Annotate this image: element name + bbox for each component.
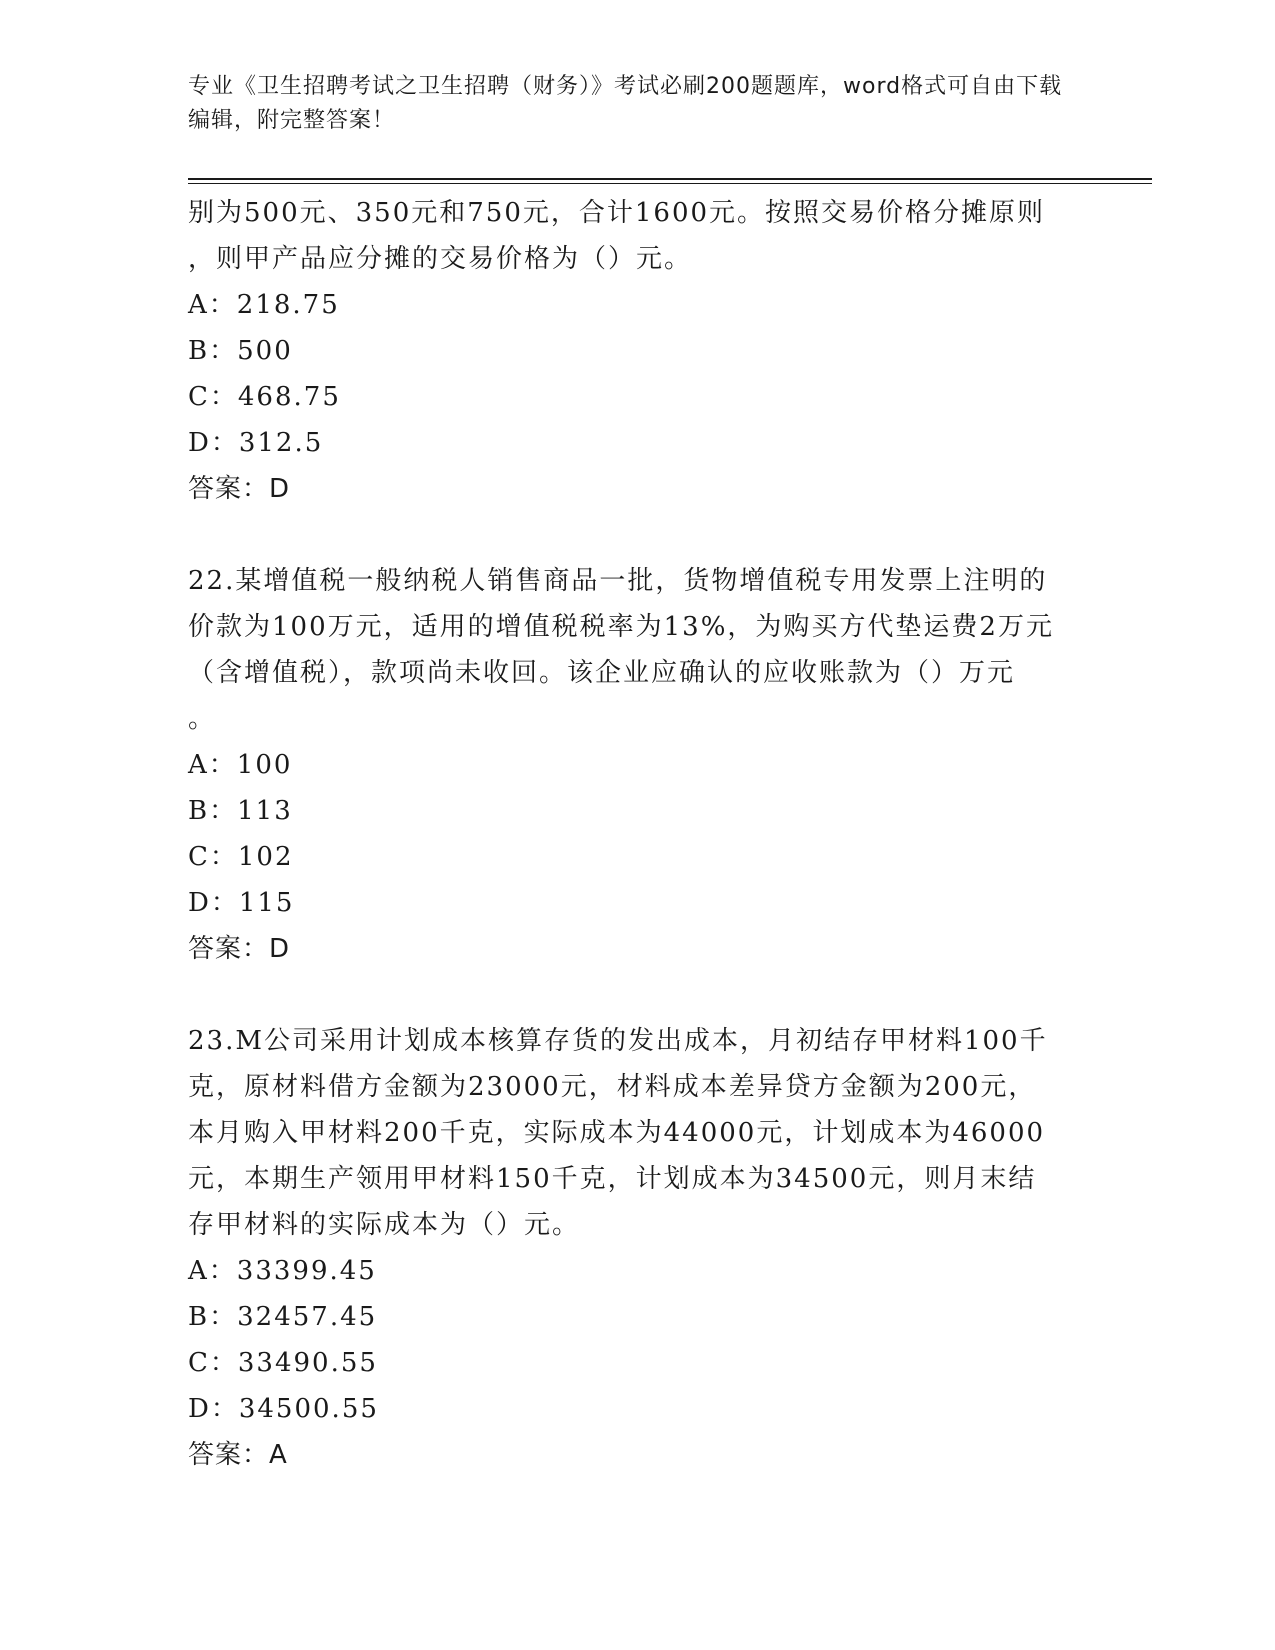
question-line: （含增值税），款项尚未收回。该企业应确认的应收账款为（）万元 — [188, 658, 1016, 688]
option-a: A：218.75 — [188, 290, 340, 320]
question-block — [188, 1018, 1088, 1478]
option-c: C：33490.55 — [188, 1348, 378, 1378]
question-line: 克，原材料借方金额为23000元，材料成本差异贷方金额为200元， — [188, 1072, 1037, 1102]
option-a: A：33399.45 — [188, 1256, 377, 1286]
question-line: 别为500元、350元和750元，合计1600元。按照交易价格分摊原则 — [188, 198, 1046, 228]
answer-line: 答案：D — [188, 474, 291, 504]
question-block — [188, 190, 1088, 512]
question-line: 本月购入甲材料200千克，实际成本为44000元，计划成本为46000 — [188, 1118, 1046, 1148]
document-header: 专业《卫生招聘考试之卫生招聘（财务）》考试必刷200题题库，word格式可自由下载编辑，附完整答案！ — [188, 74, 1063, 133]
question-block — [188, 558, 1088, 972]
option-d: D：115 — [188, 888, 295, 918]
question-line: 23.M公司采用计划成本核算存货的发出成本，月初结存甲材料100千 — [188, 1026, 1048, 1056]
option-c: C：468.75 — [188, 382, 341, 412]
question-line: 22.某增值税一般纳税人销售商品一批，货物增值税专用发票上注明的 — [188, 566, 1048, 596]
option-b: B：32457.45 — [188, 1302, 378, 1332]
question-line: 价款为100万元，适用的增值税税率为13%，为购买方代垫运费2万元 — [188, 612, 1054, 642]
question-line: 存甲材料的实际成本为（）元。 — [188, 1210, 581, 1240]
block-spacer — [188, 512, 1088, 558]
option-c: C：102 — [188, 842, 294, 872]
question-list — [188, 190, 1088, 1478]
question-line: 。 — [188, 704, 217, 734]
question-line: 元，本期生产领用甲材料150千克，计划成本为34500元，则月末结 — [188, 1164, 1037, 1194]
block-spacer — [188, 972, 1088, 1018]
answer-line: 答案：A — [188, 1440, 288, 1470]
option-b: B：500 — [188, 336, 293, 366]
option-d: D：34500.55 — [188, 1394, 379, 1424]
header-rule-thick — [188, 178, 1152, 180]
question-line: ，则甲产品应分摊的交易价格为（）元。 — [188, 244, 693, 274]
option-a: A：100 — [188, 750, 293, 780]
option-b: B：113 — [188, 796, 293, 826]
option-d: D：312.5 — [188, 428, 324, 458]
header-rule-thin — [188, 183, 1152, 184]
answer-line: 答案：D — [188, 934, 291, 964]
